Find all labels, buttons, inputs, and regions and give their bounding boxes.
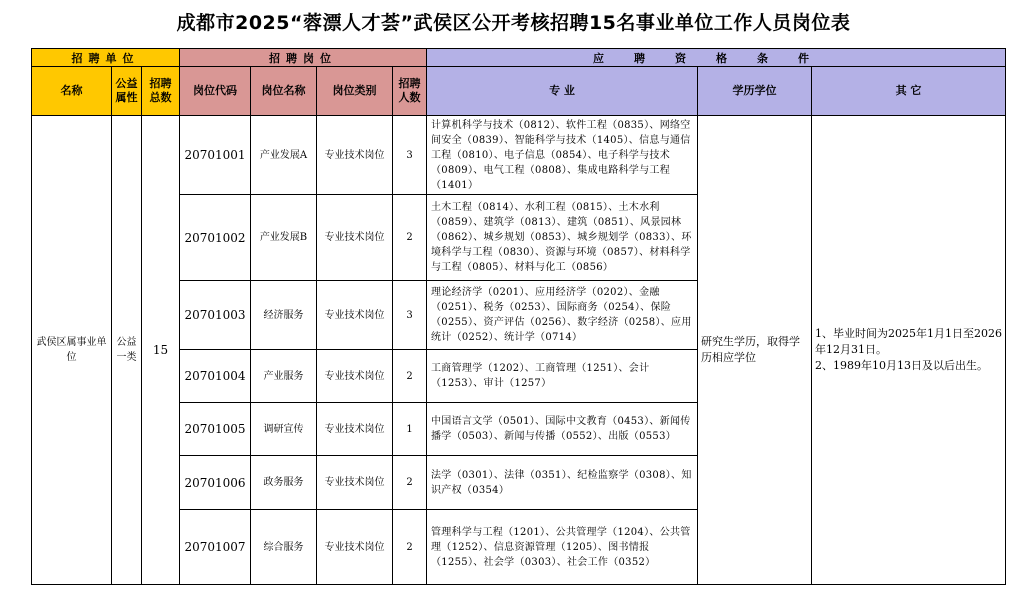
col-header-position-name: 岗位名称: [251, 67, 317, 116]
col-header-major: 专 业: [427, 67, 698, 116]
group-header-position: 招聘岗位: [180, 49, 427, 67]
position-code: 20701005: [180, 403, 251, 456]
position-code: 20701007: [180, 510, 251, 585]
other-requirement: 1、毕业时间为2025年1月1日至2026年12月31日。 2、1989年10月13日及以后出生。: [812, 116, 1006, 585]
education-requirement: 研究生学历，取得学历相应学位: [698, 116, 812, 585]
position-name: 政务服务: [251, 456, 317, 510]
position-category: 专业技术岗位: [317, 195, 393, 281]
position-name: 经济服务: [251, 281, 317, 350]
col-header-category: 岗位类别: [317, 67, 393, 116]
col-header-code: 岗位代码: [180, 67, 251, 116]
position-count: 1: [393, 403, 427, 456]
position-major: 法学（0301）、法律（0351）、纪检监察学（0308）、知识产权（0354）: [427, 456, 698, 510]
position-category: 专业技术岗位: [317, 350, 393, 403]
col-header-education: 学历学位: [698, 67, 812, 116]
position-code: 20701006: [180, 456, 251, 510]
unit-name: 武侯区属事业单位: [32, 116, 112, 585]
group-header-qualification: 应聘资格条件: [427, 49, 1006, 67]
position-name: 综合服务: [251, 510, 317, 585]
position-major: 中国语言文学（0501）、国际中文教育（0453）、新闻传播学（0503）、新闻与传播（0552）、出版（0553）: [427, 403, 698, 456]
position-code: 20701002: [180, 195, 251, 281]
position-category: 专业技术岗位: [317, 510, 393, 585]
position-major: 计算机科学与技术（0812）、软件工程（0835）、网络空间安全（0839）、智能科学与技术（1405）、信息与通信工程（0810）、电子信息（0854）、电子科学与技术（0809）、电气工程（0808）、集成电路科学与工程（1401）: [427, 116, 698, 195]
position-major: 管理科学与工程（1201）、公共管理学（1204）、公共管理（1252）、信息资源管理（1205）、图书情报（1255）、社会学（0303）、社会工作（0352）: [427, 510, 698, 585]
position-major: 工商管理学（1202）、工商管理（1251）、会计（1253）、审计（1257）: [427, 350, 698, 403]
unit-public-type: 公益一类: [112, 116, 142, 585]
position-count: 2: [393, 456, 427, 510]
col-header-total: 招聘总数: [142, 67, 180, 116]
col-header-public-type: 公益属性: [112, 67, 142, 116]
position-name: 产业服务: [251, 350, 317, 403]
position-name: 产业发展B: [251, 195, 317, 281]
position-code: 20701004: [180, 350, 251, 403]
position-major: 理论经济学（0201）、应用经济学（0202）、金融（0251）、税务（0253）、国际商务（0254）、保险（0255）、资产评估（0256）、数字经济（0258）、应用统计（0252）、统计学（0714）: [427, 281, 698, 350]
recruitment-table: [31, 48, 1006, 585]
position-name: 产业发展A: [251, 116, 317, 195]
position-category: 专业技术岗位: [317, 116, 393, 195]
col-header-count: 招聘人数: [393, 67, 427, 116]
col-header-name: 名称: [32, 67, 112, 116]
position-count: 2: [393, 350, 427, 403]
position-code: 20701003: [180, 281, 251, 350]
position-name: 调研宣传: [251, 403, 317, 456]
position-code: 20701001: [180, 116, 251, 195]
col-header-other: 其 它: [812, 67, 1006, 116]
position-count: 2: [393, 510, 427, 585]
position-count: 2: [393, 195, 427, 281]
unit-total: 15: [142, 116, 180, 585]
position-major: 土木工程（0814）、水利工程（0815）、土木水利（0859）、建筑学（0813）、建筑（0851）、风景园林（0862）、城乡规划（0853）、城乡规划学（0833）、环境科学与工程（0830）、资源与环境（0857）、材料科学与工程（0805）、材料与化工（0856）: [427, 195, 698, 281]
position-category: 专业技术岗位: [317, 456, 393, 510]
position-count: 3: [393, 281, 427, 350]
group-header-unit: 招聘单位: [32, 49, 180, 67]
position-count: 3: [393, 116, 427, 195]
page-title: 成都市2025“蓉漂人才荟”武侯区公开考核招聘15名事业单位工作人员岗位表: [176, 12, 851, 34]
table-row: [32, 116, 1006, 195]
position-category: 专业技术岗位: [317, 281, 393, 350]
position-category: 专业技术岗位: [317, 403, 393, 456]
